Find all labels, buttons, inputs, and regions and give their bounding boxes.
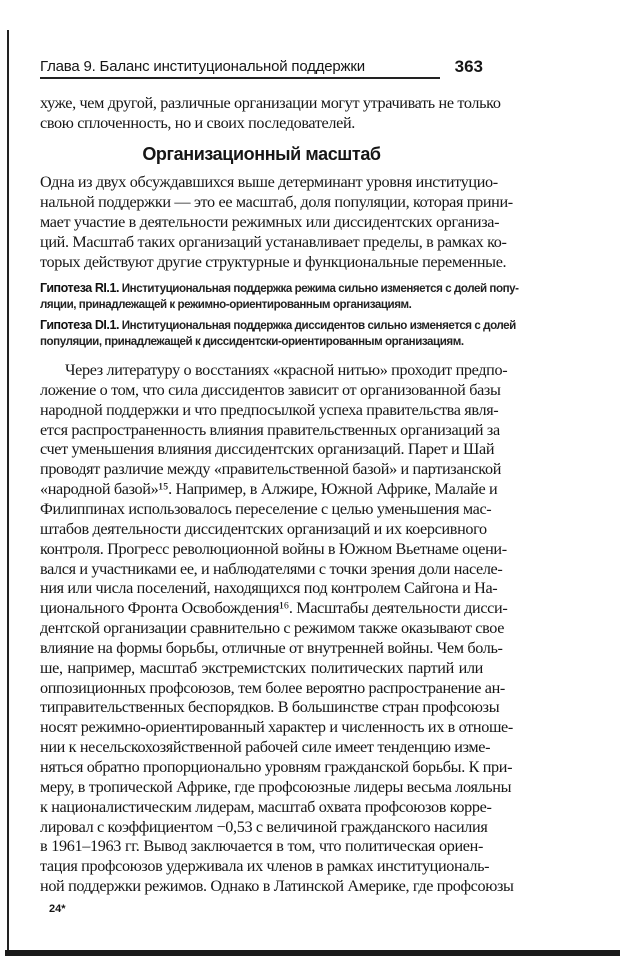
text-line: нии к несельскохозяйственной рабочей силе имеет тенденцию изме- xyxy=(40,738,491,757)
text-line: влияние на формы борьбы, отличные от внутренней войны. Чем боль- xyxy=(40,638,503,657)
section-heading: Организационный масштаб xyxy=(142,144,381,164)
text-line: няться обратно пропорционально уровням гражданской борьбы. К при- xyxy=(40,758,513,776)
text-line: меру, в тропической Африке, где профсоюзные лидеры весьма лояльны xyxy=(40,777,512,796)
text-line: Через литературу о восстаниях «красной нитью» проходит предпо- xyxy=(65,361,508,379)
text-line: оппозиционных профсоюзов, тем более вероятно распространение ан- xyxy=(40,678,505,697)
page-edge-bottom xyxy=(5,950,620,956)
text-line: счет уменьшения влияния диссидентских организаций. Парет и Шай xyxy=(40,440,495,459)
text-line: носят режимно-ориентированный характер и численность их в отноше- xyxy=(40,718,513,737)
text-line: вался и участниками ее, и наблюдателями с точки зрения доли населе- xyxy=(40,559,503,578)
page-edge-left xyxy=(7,30,9,955)
text-line: проводят различие между «правительственной базой» и партизанской xyxy=(40,460,502,479)
text-line: контроля. Прогресс революционной войны в Южном Вьетнаме оцени- xyxy=(40,539,507,558)
text-line: мает участие в деятельности режимных или диссидентских организа- xyxy=(40,213,500,231)
text-line: типравительственных беспорядков. В большинстве стран профсоюзы xyxy=(40,698,500,717)
hypothesis-first-line xyxy=(40,317,516,334)
text-line: ной поддержки режимов. Однако в Латинской Америке, где профсоюзы xyxy=(40,877,514,896)
text-line: свою сплоченность, но и своих последователей. xyxy=(40,114,355,132)
hypothesis-line: популяции, принадлежащей к диссидентски-ориентированным организациям. xyxy=(40,335,464,348)
text-line: ния или числа поселений, находящихся под контролем Сайгона и На- xyxy=(40,579,498,598)
hypothesis-line: ляции, принадлежащей к режимно-ориентированным организациям. xyxy=(40,298,412,311)
text-line: ется распространенность влияния правительственных организаций за xyxy=(40,420,500,439)
text-line: ложение о том, что сила диссидентов зависит от организованной базы xyxy=(40,380,501,399)
hypothesis-text: Институциональная поддержка диссидентов сильно изменяется с долей xyxy=(121,319,516,332)
text-line: хуже, чем другой, различные организации могут утрачивать не только xyxy=(40,94,501,112)
text-line: в 1961–1963 гг. Вывод заключается в том, что политическая ориен- xyxy=(40,837,483,856)
signature-mark: 24* xyxy=(49,903,66,915)
hypothesis-text: Институциональная поддержка режима сильно изменяется с долей попу- xyxy=(121,282,519,295)
hypothesis-first-line xyxy=(40,280,519,297)
text-line: ционального Фронта Освобождения¹⁶. Масштабы деятельности дисси- xyxy=(40,599,508,618)
text-line: ций. Масштаб таких организаций устанавливает пределы, в рамках ко- xyxy=(40,233,507,251)
text-line: штабов деятельности диссидентских организаций и их коерсивного xyxy=(40,519,487,538)
hypothesis-label: Гипотеза DI.1. xyxy=(40,318,119,332)
text-line: Одна из двух обсуждавшихся выше детерминант уровня институцио- xyxy=(40,173,498,191)
text-line: к националистическим лидерам, масштаб охвата профсоюзов корре- xyxy=(40,797,492,816)
text-line: нальной поддержки — это ее масштаб, доля популяции, которая прини- xyxy=(40,193,513,211)
page-number: 363 xyxy=(454,57,483,76)
text-line: Филиппинах использовалось переселение с целью уменьшения мас- xyxy=(40,499,492,518)
header-rule xyxy=(40,77,440,79)
text-line: дентской организации сравнительно с режимом также оказывают свое xyxy=(40,619,505,638)
chapter-title: Глава 9. Баланс институциональной поддержки xyxy=(40,58,365,75)
text-line: ше, например, масштаб экстремистских политических партий или xyxy=(40,658,483,677)
text-line: лировал с коэффициентом −0,53 с величиной гражданского насилия xyxy=(40,817,488,836)
text-line: народной поддержки и что предпосылкой успеха правительства явля- xyxy=(40,400,499,419)
text-line: тация профсоюзов удерживала их членов в рамках институциональ- xyxy=(40,857,490,876)
text-line: «народной базой»¹⁵. Например, в Алжире, Южной Африке, Малайе и xyxy=(40,480,498,499)
text-line: торых действуют другие структурные и функциональные переменные. xyxy=(40,253,507,271)
hypothesis-label: Гипотеза RI.1. xyxy=(40,281,119,295)
